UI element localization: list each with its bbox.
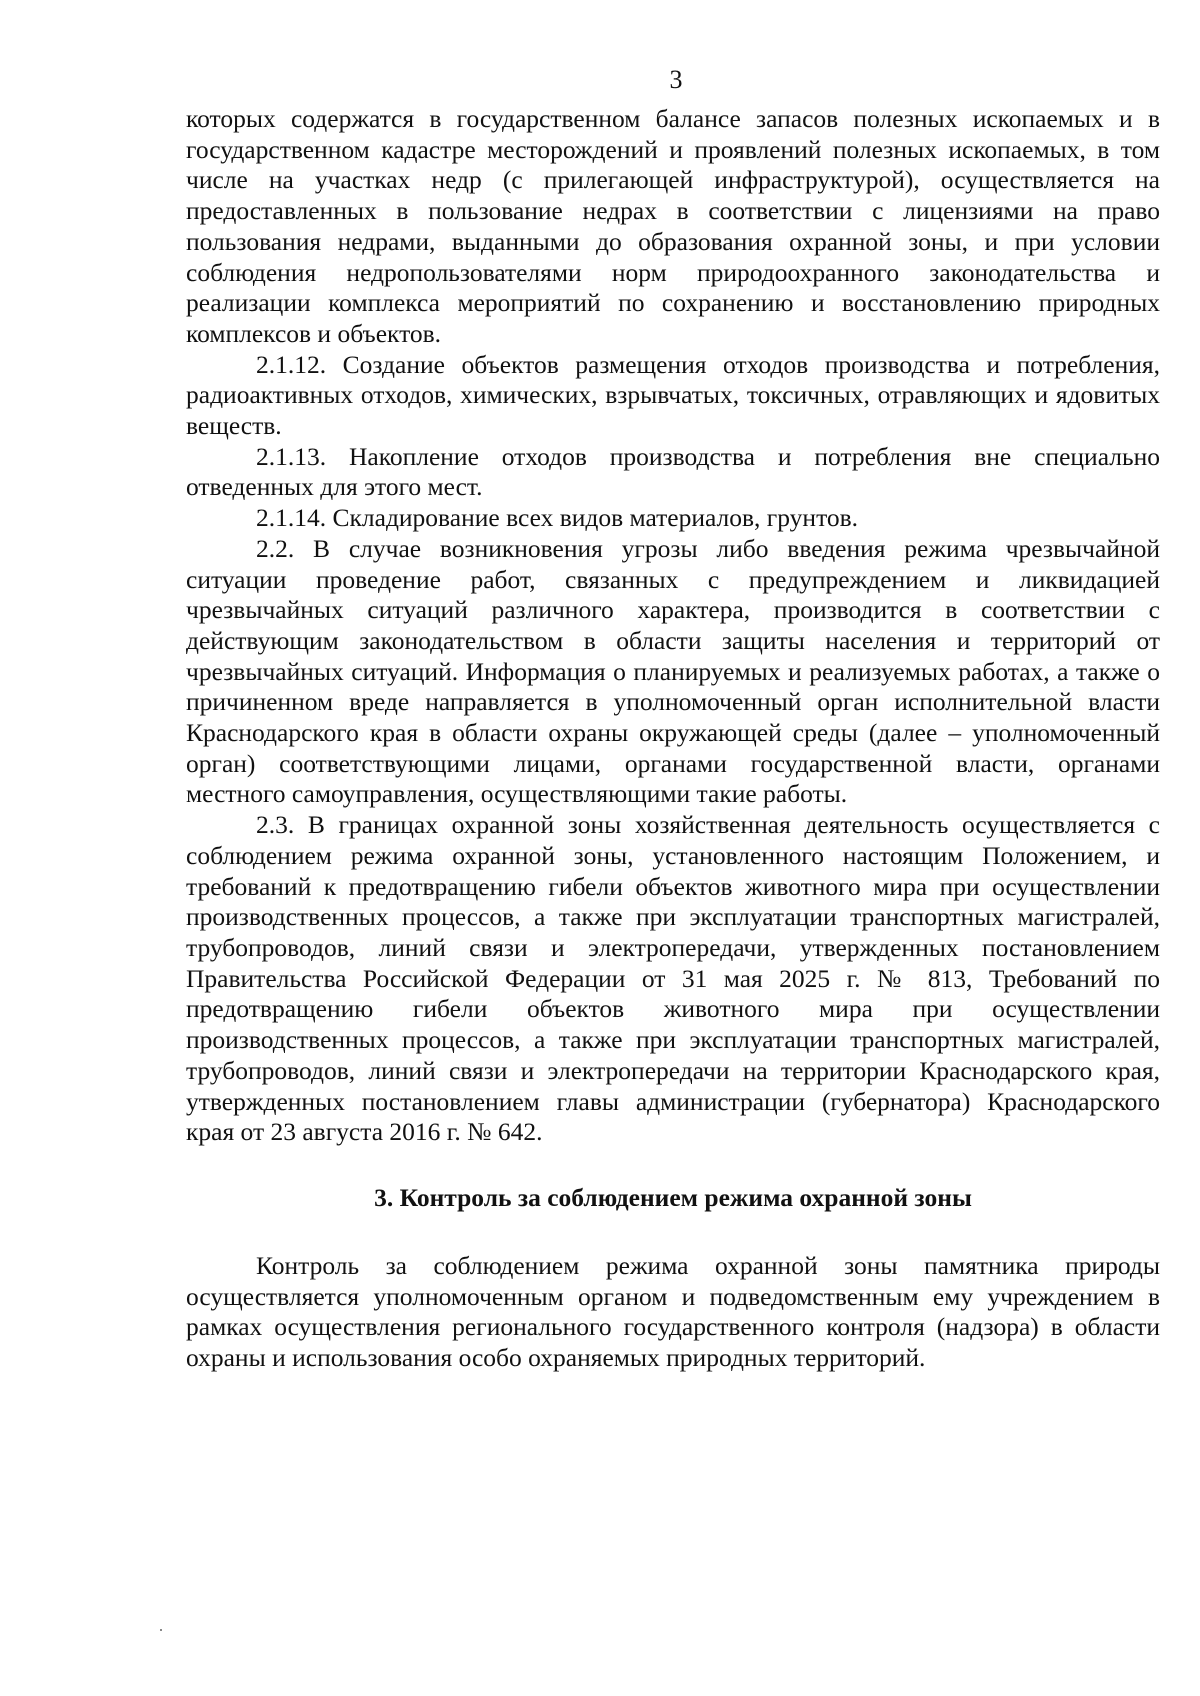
document-page bbox=[186, 60, 1160, 1374]
paragraph-2-1-14: 2.1.14. Складирование всех видов материалов, грунтов. bbox=[256, 503, 859, 533]
paragraph-section-3: Контроль за соблюдением режима охранной зоны памятника природы осуществляется уполномоченным органом и подведомственным ему учреждением в рамках осуществления регионального государственного контроля (надзора) в области охраны и использования особо охраняемых природных территорий. bbox=[186, 1250, 1160, 1373]
paragraph-2-3: 2.3. В границах охранной зоны хозяйственная деятельность осуществляется с соблюдением режима охранной зоны, установленного настоящим Положением, и требований к предотвращению гибели объектов животного мира при осуществлении производственных процессов, а также при эксплуатации транспортных магистралей, трубопроводов, линий связи и электропередачи, утвержденных постановлением Правительства Российской Федерации от 31 мая 2025 г. № 813, Требований по предотвращению гибели объектов животного мира при осуществлении производственных процессов, а также при эксплуатации транспортных магистралей, трубопроводов, линий связи и электропередачи на территории Краснодарского края, утвержденных постановлением главы администрации (губернатора) Краснодарского края от 23 августа 2016 г. № 642. bbox=[186, 810, 1160, 1147]
paragraph-2-1-13: 2.1.13. Накопление отходов производства и потребления вне специально отведенных для этого мест. bbox=[186, 441, 1160, 502]
scan-speck bbox=[160, 1629, 162, 1631]
section-heading: 3. Контроль за соблюдением режима охранной зоны bbox=[374, 1182, 972, 1212]
paragraph-2-2: 2.2. В случае возникновения угрозы либо введения режима чрезвычайной ситуации проведение работ, связанных с предупреждением и ликвидацией чрезвычайных ситуаций различного характера, производится в соответствии с действующим законодательством в области защиты населения и территорий от чрезвычайных ситуаций. Информация о планируемых и реализуемых работах, а также о причиненном вреде направляется в уполномоченный орган исполнительной власти Краснодарского края в области охраны окружающей среды (далее – уполномоченный орган) соответствующими лицами, органами государственной власти, органами местного самоуправления, осуществляющими такие работы. bbox=[186, 533, 1160, 809]
page-number: 3 bbox=[669, 65, 683, 94]
paragraph-continuation: которых содержатся в государственном балансе запасов полезных ископаемых и в государственном кадастре месторождений и проявлений полезных ископаемых, в том числе на участках недр (с прилегающей инфраструктурой), осуществляется на предоставленных в пользование недрах в соответствии с лицензиями на право пользования недрами, выданными до образования охранной зоны, и при условии соблюдения недропользователями норм природоохранного законодательства и реализации комплекса мероприятий по сохранению и восстановлению природных комплексов и объектов. bbox=[186, 104, 1160, 348]
paragraph-2-1-12: 2.1.12. Создание объектов размещения отходов производства и потребления, радиоактивных отходов, химических, взрывчатых, токсичных, отравляющих и ядовитых веществ. bbox=[186, 349, 1160, 441]
